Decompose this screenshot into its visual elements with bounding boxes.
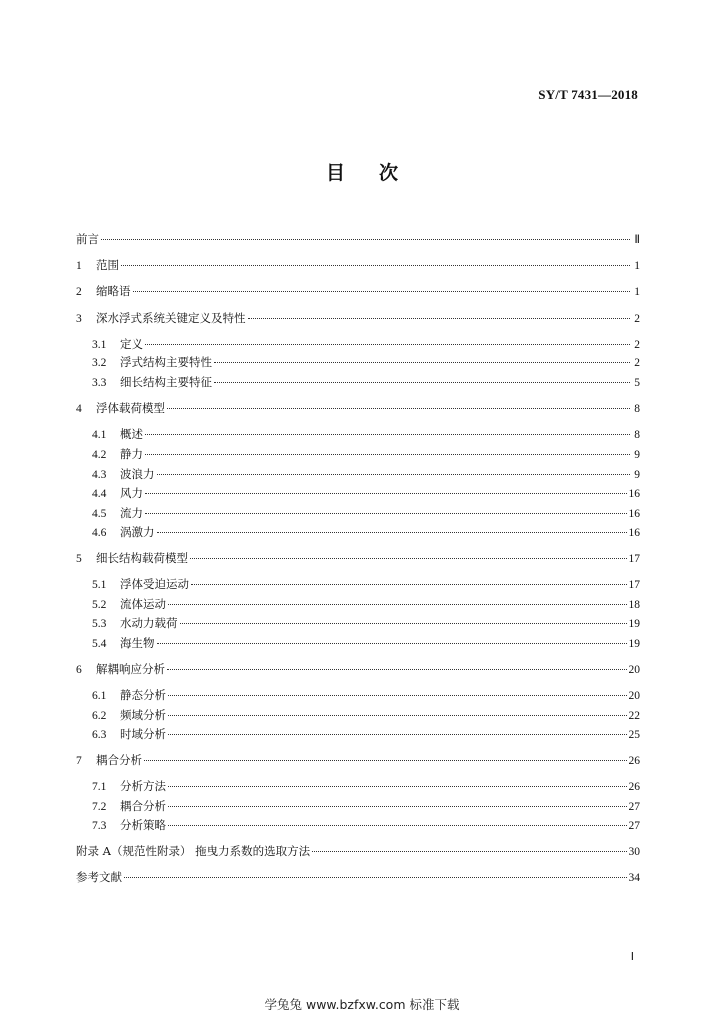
- toc-entry-page: 19: [628, 618, 640, 630]
- toc-entry-number: 6: [76, 664, 82, 676]
- toc-entry-label: 浮式结构主要特性: [120, 355, 212, 369]
- toc-dot-leader: [157, 642, 627, 644]
- toc-entry-page: 19: [628, 638, 640, 650]
- toc-entry-page: 1: [634, 260, 640, 272]
- toc-entry-number: 5.3: [92, 618, 107, 630]
- toc-entry-label: 细长结构主要特征: [120, 375, 212, 389]
- toc-dot-leader: [145, 492, 627, 494]
- toc-entry-page: 27: [628, 801, 640, 813]
- toc-dot-leader: [144, 759, 627, 761]
- toc-entry[interactable]: [92, 523, 640, 541]
- toc-entry-page: 2: [634, 339, 640, 351]
- toc-entry[interactable]: [92, 686, 640, 704]
- toc-entry-number: 4: [76, 403, 82, 415]
- toc-entry-page: 34: [628, 872, 640, 884]
- toc-entry[interactable]: [92, 777, 640, 795]
- toc-dot-leader: [133, 290, 631, 292]
- toc-dot-leader: [191, 583, 627, 585]
- toc-entry-number: 4.1: [92, 429, 107, 441]
- toc-entry[interactable]: [76, 282, 640, 300]
- toc-entry-label: 海生物: [120, 636, 155, 650]
- toc-entry-label: 频域分析: [120, 708, 166, 722]
- toc-entry-page: 8: [634, 429, 640, 441]
- toc-entry[interactable]: [92, 575, 640, 593]
- toc-entry[interactable]: [76, 842, 640, 860]
- standard-code: SY/T 7431—2018: [538, 87, 638, 102]
- page-number: Ⅰ: [630, 951, 634, 963]
- toc-entry-page: 1: [634, 286, 640, 298]
- toc-entry-label: 细长结构载荷模型: [96, 551, 188, 565]
- toc-entry-page: 17: [628, 579, 640, 591]
- toc-entry-page: 20: [628, 664, 640, 676]
- toc-entry[interactable]: [76, 309, 640, 327]
- toc-dot-leader: [168, 603, 627, 605]
- toc-entry-label: 涡激力: [120, 525, 155, 539]
- toc-dot-leader: [145, 512, 627, 514]
- toc-entry-page: 18: [628, 599, 640, 611]
- toc-entry-label: 静力: [120, 447, 143, 461]
- toc-entry-page: 16: [628, 508, 640, 520]
- toc-entry-number: 7.2: [92, 801, 107, 813]
- toc-dot-leader: [157, 473, 631, 475]
- toc-entry-number: 4.5: [92, 508, 107, 520]
- toc-entry-number: 5.4: [92, 638, 107, 650]
- toc-entry-label: 深水浮式系统关键定义及特性: [96, 311, 246, 325]
- toc-entry-label: 参考文献: [76, 870, 122, 884]
- toc-dot-leader: [168, 694, 627, 696]
- toc-entry-label: 耦合分析: [120, 799, 166, 813]
- toc-entry-number: 4.6: [92, 527, 107, 539]
- toc-entry-number: 7.3: [92, 820, 107, 832]
- toc-entry-page: 20: [628, 690, 640, 702]
- toc-entry-page: 5: [634, 377, 640, 389]
- toc-entry-number: 4.3: [92, 469, 107, 481]
- toc-entry-page: 27: [628, 820, 640, 832]
- toc-entry-number: 1: [76, 260, 82, 272]
- toc-dot-leader: [168, 785, 627, 787]
- toc-entry[interactable]: [92, 595, 640, 613]
- toc-entry[interactable]: [76, 256, 640, 274]
- toc-entry-label: 波浪力: [120, 467, 155, 481]
- toc-dot-leader: [121, 264, 630, 266]
- footer-watermark: 学兔兔 www.bzfxw.com 标准下载: [264, 997, 460, 1012]
- toc-dot-leader: [168, 805, 627, 807]
- toc-entry-label: 解耦响应分析: [96, 662, 165, 676]
- toc-entry-number: 3: [76, 313, 82, 325]
- toc-entry-label: 分析策略: [120, 818, 166, 832]
- toc-entry-number: 4.2: [92, 449, 107, 461]
- toc-entry[interactable]: [76, 549, 640, 567]
- page-title: 目次: [325, 162, 432, 184]
- toc-dot-leader: [312, 850, 626, 852]
- toc-entry-number: 7: [76, 755, 82, 767]
- toc-entry[interactable]: [92, 614, 640, 632]
- toc-entry[interactable]: [92, 484, 640, 502]
- toc-entry-label: 水动力载荷: [120, 616, 178, 630]
- toc-entry[interactable]: [76, 230, 640, 248]
- toc-entry-label: 分析方法: [120, 779, 166, 793]
- toc-dot-leader: [167, 407, 630, 409]
- toc-entry-page: 26: [628, 781, 640, 793]
- toc-entry-page: 26: [628, 755, 640, 767]
- toc-entry-label: 风力: [120, 486, 143, 500]
- toc-entry-page: 25: [628, 729, 640, 741]
- toc-entry[interactable]: [92, 504, 640, 522]
- toc-entry-label: 浮体载荷模型: [96, 401, 165, 415]
- toc-entry[interactable]: [92, 335, 640, 353]
- toc-entry[interactable]: [92, 725, 640, 743]
- toc-entry-number: 3.3: [92, 377, 107, 389]
- toc-entry[interactable]: [92, 353, 640, 371]
- toc-entry-number: 3.1: [92, 339, 107, 351]
- toc-entry-page: 8: [634, 403, 640, 415]
- toc-entry-label: 定义: [120, 337, 143, 351]
- toc-entry[interactable]: [92, 634, 640, 652]
- toc-entry[interactable]: [92, 465, 640, 483]
- toc-entry-page: 2: [634, 313, 640, 325]
- toc-entry-label: 前言: [76, 232, 99, 246]
- toc-entry-page: Ⅱ: [634, 234, 640, 246]
- toc-entry-label: 浮体受迫运动: [120, 577, 189, 591]
- toc-entry-label: 概述: [120, 427, 143, 441]
- toc-entry[interactable]: [92, 425, 640, 443]
- toc-entry-number: 2: [76, 286, 82, 298]
- toc-entry-label: 流力: [120, 506, 143, 520]
- toc-entry[interactable]: [92, 816, 640, 834]
- toc-entry-label: 耦合分析: [96, 753, 142, 767]
- toc-entry-page: 16: [628, 488, 640, 500]
- toc-dot-leader: [124, 876, 627, 878]
- toc-entry-number: 4.4: [92, 488, 107, 500]
- toc-entry[interactable]: [92, 373, 640, 391]
- toc-entry-number: 3.2: [92, 357, 107, 369]
- toc-dot-leader: [168, 824, 627, 826]
- toc-entry-label: 缩略语: [96, 284, 131, 298]
- toc-entry-page: 17: [628, 553, 640, 565]
- toc-entry[interactable]: [92, 445, 640, 463]
- toc-entry[interactable]: [76, 751, 640, 769]
- toc-entry-label: 时域分析: [120, 727, 166, 741]
- toc-entry-page: 9: [634, 449, 640, 461]
- toc-entry[interactable]: [76, 660, 640, 678]
- toc-entry-number: 5: [76, 553, 82, 565]
- toc-entry-number: 5.1: [92, 579, 107, 591]
- toc-entry-number: 6.3: [92, 729, 107, 741]
- toc-entry-label: 静态分析: [120, 688, 166, 702]
- toc-dot-leader: [180, 622, 627, 624]
- toc-dot-leader: [167, 668, 627, 670]
- toc-entry-page: 16: [628, 527, 640, 539]
- toc-entry-number: 6.1: [92, 690, 107, 702]
- toc-entry-page: 2: [634, 357, 640, 369]
- toc-dot-leader: [214, 361, 630, 363]
- toc-entry[interactable]: [76, 399, 640, 417]
- toc-dot-leader: [214, 381, 630, 383]
- toc-dot-leader: [168, 733, 627, 735]
- toc-dot-leader: [145, 343, 630, 345]
- toc-entry-number: 6.2: [92, 710, 107, 722]
- toc-entry[interactable]: [92, 797, 640, 815]
- toc-dot-leader: [168, 714, 627, 716]
- toc-entry-label: 流体运动: [120, 597, 166, 611]
- toc-dot-leader: [145, 433, 630, 435]
- toc-dot-leader: [190, 557, 627, 559]
- toc-entry-label: 范围: [96, 258, 119, 272]
- toc-dot-leader: [157, 531, 627, 533]
- toc-entry-page: 22: [628, 710, 640, 722]
- toc-entry[interactable]: [92, 706, 640, 724]
- toc-dot-leader: [145, 453, 630, 455]
- toc-entry-page: 30: [628, 846, 640, 858]
- toc-entry[interactable]: [76, 868, 640, 886]
- toc-dot-leader: [248, 317, 631, 319]
- toc-entry-number: 7.1: [92, 781, 107, 793]
- toc-dot-leader: [101, 238, 630, 240]
- toc-entry-page: 9: [634, 469, 640, 481]
- toc-entry-number: 5.2: [92, 599, 107, 611]
- toc-entry-label: 附录 A（规范性附录） 拖曳力系数的选取方法: [76, 844, 311, 858]
